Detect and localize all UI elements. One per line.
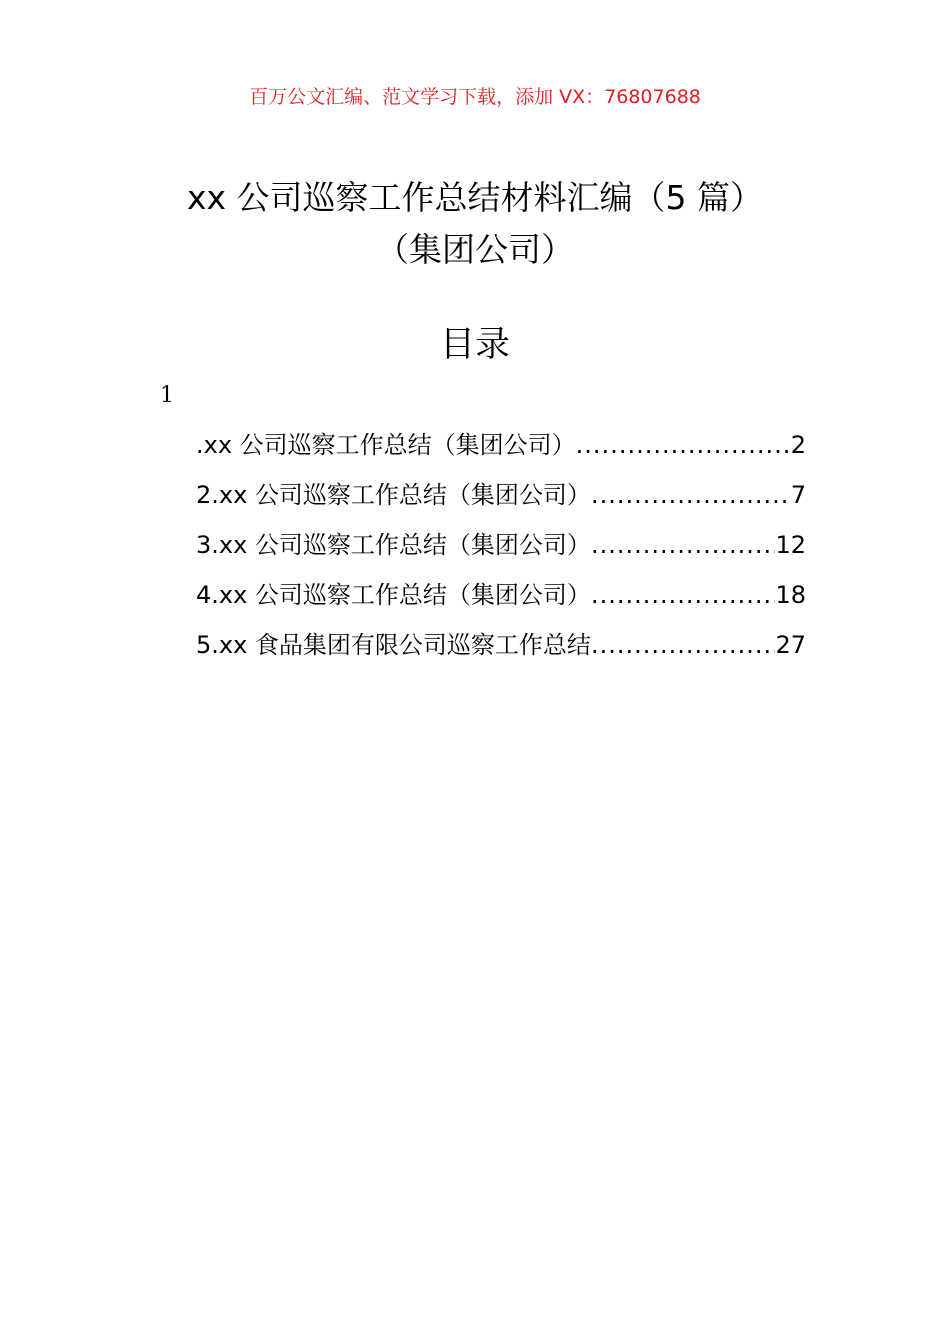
toc-leader-dots — [591, 570, 776, 620]
toc-entry-5[interactable] — [196, 620, 806, 670]
toc-entry-page: 7 — [790, 481, 806, 509]
toc-entry-title: 3.xx 公司巡察工作总结（集团公司） — [196, 531, 591, 559]
toc-number-marker: 1 — [160, 383, 174, 408]
toc-entry-title: 2.xx 公司巡察工作总结（集团公司） — [196, 481, 591, 509]
toc-entry-4[interactable] — [196, 570, 806, 620]
toc-entry-page: 2 — [790, 431, 806, 459]
toc-leader-dots — [591, 520, 776, 570]
header-watermark-note: 百万公文汇编、范文学习下载，添加 VX：76807688 — [249, 86, 701, 108]
table-of-contents — [196, 420, 806, 670]
toc-entry-title: .xx 公司巡察工作总结（集团公司） — [196, 431, 576, 459]
toc-entry-2[interactable] — [196, 470, 806, 520]
toc-entry-page: 12 — [775, 531, 806, 559]
toc-entry-page: 18 — [775, 581, 806, 609]
toc-entry-3[interactable] — [196, 520, 806, 570]
toc-heading: 目录 — [439, 325, 510, 365]
toc-entry-page: 27 — [775, 631, 806, 659]
toc-leader-dots — [591, 470, 791, 520]
document-title — [0, 172, 950, 276]
document-title-line-2: （集团公司） — [376, 230, 574, 269]
toc-entry-1[interactable] — [196, 420, 806, 470]
document-title-line-1: xx 公司巡察工作总结材料汇编（5 篇） — [186, 178, 764, 217]
toc-leader-dots — [591, 620, 776, 670]
toc-entry-title: 5.xx 食品集团有限公司巡察工作总结 — [196, 631, 591, 659]
toc-leader-dots — [576, 420, 791, 470]
toc-entry-title: 4.xx 公司巡察工作总结（集团公司） — [196, 581, 591, 609]
